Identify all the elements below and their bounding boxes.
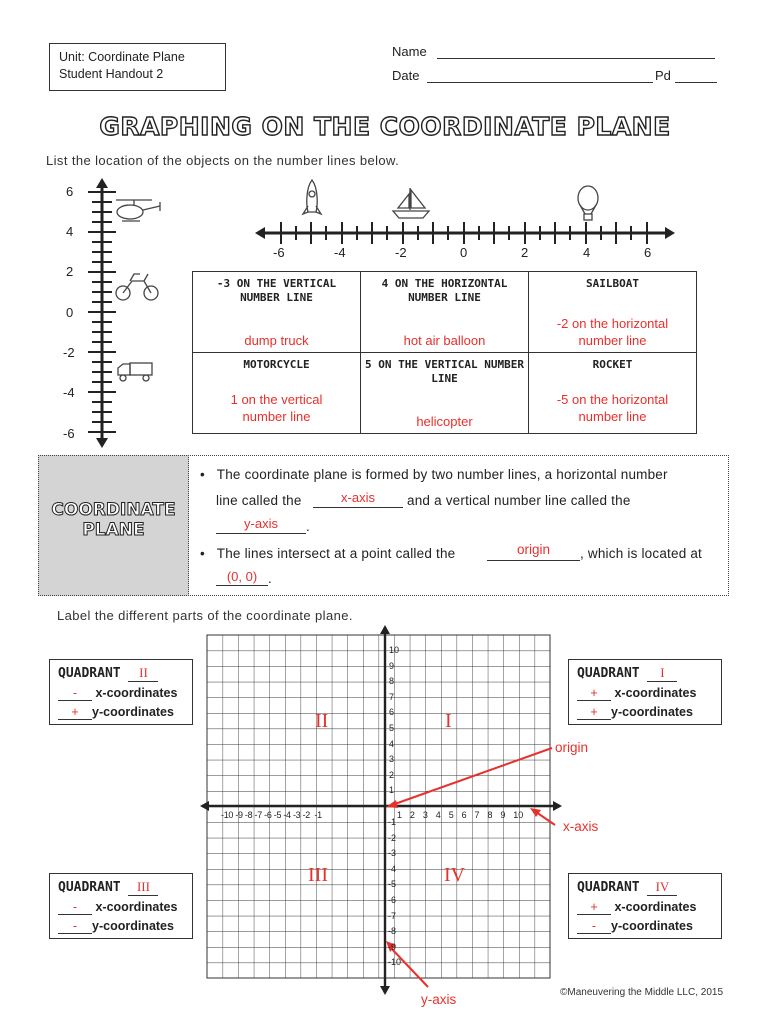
- answer-yaxis: y-axis: [244, 516, 278, 531]
- unit-box: [49, 43, 226, 91]
- h-tick-label: -6: [273, 245, 285, 260]
- answer-location: (0, 0): [226, 569, 258, 584]
- quadrant-2-x: - x-coordinates: [58, 686, 184, 701]
- x-tick-labels-positive: 1 2 3 4 5 6 7 8 9 10: [397, 810, 524, 820]
- x-axis-label: x-axis: [563, 819, 599, 834]
- quadrant-1-box: [568, 659, 722, 725]
- quadrant-2-box: [49, 659, 193, 725]
- copyright-text: ©Maneuvering the Middle LLC, 2015: [560, 987, 724, 998]
- v-tick-label: -2: [63, 345, 75, 360]
- quadrant-2-title: QUADRANT II: [58, 665, 184, 682]
- motorcycle-icon: [116, 274, 158, 300]
- blank-xaxis[interactable]: [313, 507, 403, 508]
- bullet-1-end: .: [306, 519, 310, 534]
- table-cell: [361, 353, 529, 434]
- bullet-2-line-a: • The lines intersect at a point called the: [200, 546, 456, 561]
- quadrant-3-y: - y-coordinates: [58, 919, 184, 934]
- quadrant-4-title: QUADRANT IV: [577, 879, 713, 896]
- h-tick-label: -4: [334, 245, 346, 260]
- dump-truck-icon: [118, 363, 152, 381]
- quadrant-1-title: QUADRANT I: [577, 665, 713, 682]
- v-tick-label: -4: [63, 385, 75, 400]
- table-cell: [193, 272, 361, 353]
- quadrant-4-box: [568, 873, 722, 939]
- v-tick-label: 0: [66, 305, 74, 320]
- bullet-1-line-c: and a vertical number line called the: [407, 493, 631, 508]
- quadrant-3-box: [49, 873, 193, 939]
- y-tick-labels-negative: -1 -2 -3 -4 -5 -6 -7 -8 -9 -10: [388, 817, 402, 968]
- name-label: Name: [392, 44, 427, 59]
- label-instruction: Label the different parts of the coordinate plane.: [57, 608, 353, 623]
- cell-prompt: -3 ON THE VERTICAL NUMBER LINE: [216, 277, 337, 304]
- cell-answer: -5 on the horizontal number line: [556, 392, 669, 424]
- sailboat-icon: [393, 188, 429, 218]
- cell-answer: dump truck: [244, 333, 309, 348]
- pd-field[interactable]: [675, 82, 717, 83]
- instruction-text: List the location of the objects on the number lines below.: [46, 153, 400, 168]
- v-tick-label: 2: [66, 264, 74, 279]
- cell-prompt: ROCKET: [592, 358, 633, 371]
- quadrant-4-x: + x-coordinates: [577, 900, 713, 915]
- cell-answer: helicopter: [416, 414, 473, 429]
- h-tick-label: 0: [460, 245, 468, 260]
- h-tick-label: 6: [644, 245, 652, 260]
- cell-answer: 1 on the vertical number line: [230, 392, 323, 424]
- blank-location[interactable]: [216, 585, 268, 586]
- cell-prompt: 4 ON THE HORIZONTAL NUMBER LINE: [381, 277, 508, 304]
- quadrant-4-y: - y-coordinates: [577, 919, 713, 934]
- quadrant-3-title: QUADRANT III: [58, 879, 184, 896]
- table-cell: [361, 272, 529, 353]
- y-axis-label: y-axis: [421, 992, 457, 1007]
- horizontal-number-line: [255, 178, 675, 244]
- helicopter-icon: [116, 200, 160, 221]
- unit-line1: Unit: Coordinate Plane: [59, 50, 185, 64]
- blank-origin[interactable]: [487, 560, 580, 561]
- bullet-1-line-a: • The coordinate plane is formed by two number lines, a horizontal number: [200, 467, 668, 482]
- pd-label: Pd: [655, 68, 671, 83]
- origin-label: origin: [555, 740, 589, 755]
- cell-answer: hot air balloon: [403, 333, 486, 348]
- grid-quadrant-3-label: III: [308, 864, 328, 886]
- v-tick-label: 6: [66, 184, 74, 199]
- cell-prompt: MOTORCYCLE: [243, 358, 310, 371]
- grid-quadrant-2-label: II: [315, 710, 329, 732]
- definition-heading: COORDINATE PLANE: [51, 500, 176, 540]
- grid-quadrant-4-label: IV: [444, 864, 466, 886]
- date-field[interactable]: [427, 82, 653, 83]
- bullet-2-end: .: [268, 571, 272, 586]
- bullet-1-line-b: line called the: [216, 493, 302, 508]
- table-cell: [529, 272, 697, 353]
- cell-prompt: SAILBOAT: [586, 277, 639, 290]
- h-tick-label: 4: [583, 245, 591, 260]
- quadrant-1-y: + y-coordinates: [577, 705, 713, 720]
- table-cell: [529, 353, 697, 434]
- vertical-number-line: [60, 178, 180, 448]
- v-tick-label: -6: [63, 426, 75, 441]
- location-table: [192, 271, 697, 434]
- answer-xaxis: x-axis: [341, 490, 375, 505]
- date-label: Date: [392, 68, 420, 83]
- grid-quadrant-1-label: I: [445, 710, 452, 732]
- name-field[interactable]: [437, 58, 715, 59]
- blank-yaxis[interactable]: [216, 533, 306, 534]
- cell-prompt: 5 ON THE VERTICAL NUMBER LINE: [365, 358, 524, 385]
- h-tick-label: 2: [521, 245, 529, 260]
- x-tick-labels-negative: -10 -9 -8 -7 -6 -5 -4 -3 -2 -1: [221, 810, 322, 820]
- h-tick-label: -2: [395, 245, 407, 260]
- v-tick-label: 4: [66, 224, 74, 239]
- unit-line2: Student Handout 2: [59, 67, 164, 81]
- quadrant-1-x: + x-coordinates: [577, 686, 713, 701]
- table-cell: [193, 353, 361, 434]
- hot-air-balloon-icon: [578, 186, 598, 220]
- quadrant-3-x: - x-coordinates: [58, 900, 184, 915]
- rocket-icon: [303, 180, 321, 214]
- cell-answer: -2 on the horizontal number line: [556, 316, 669, 348]
- page-title: GRAPHING ON THE COORDINATE PLANE: [99, 112, 671, 141]
- answer-origin: origin: [516, 542, 551, 557]
- quadrant-2-y: + y-coordinates: [58, 705, 184, 720]
- y-tick-labels-positive: 10 9 8 7 6 5 4 3 2 1: [389, 645, 400, 796]
- bullet-2-line-b: , which is located at: [580, 546, 703, 561]
